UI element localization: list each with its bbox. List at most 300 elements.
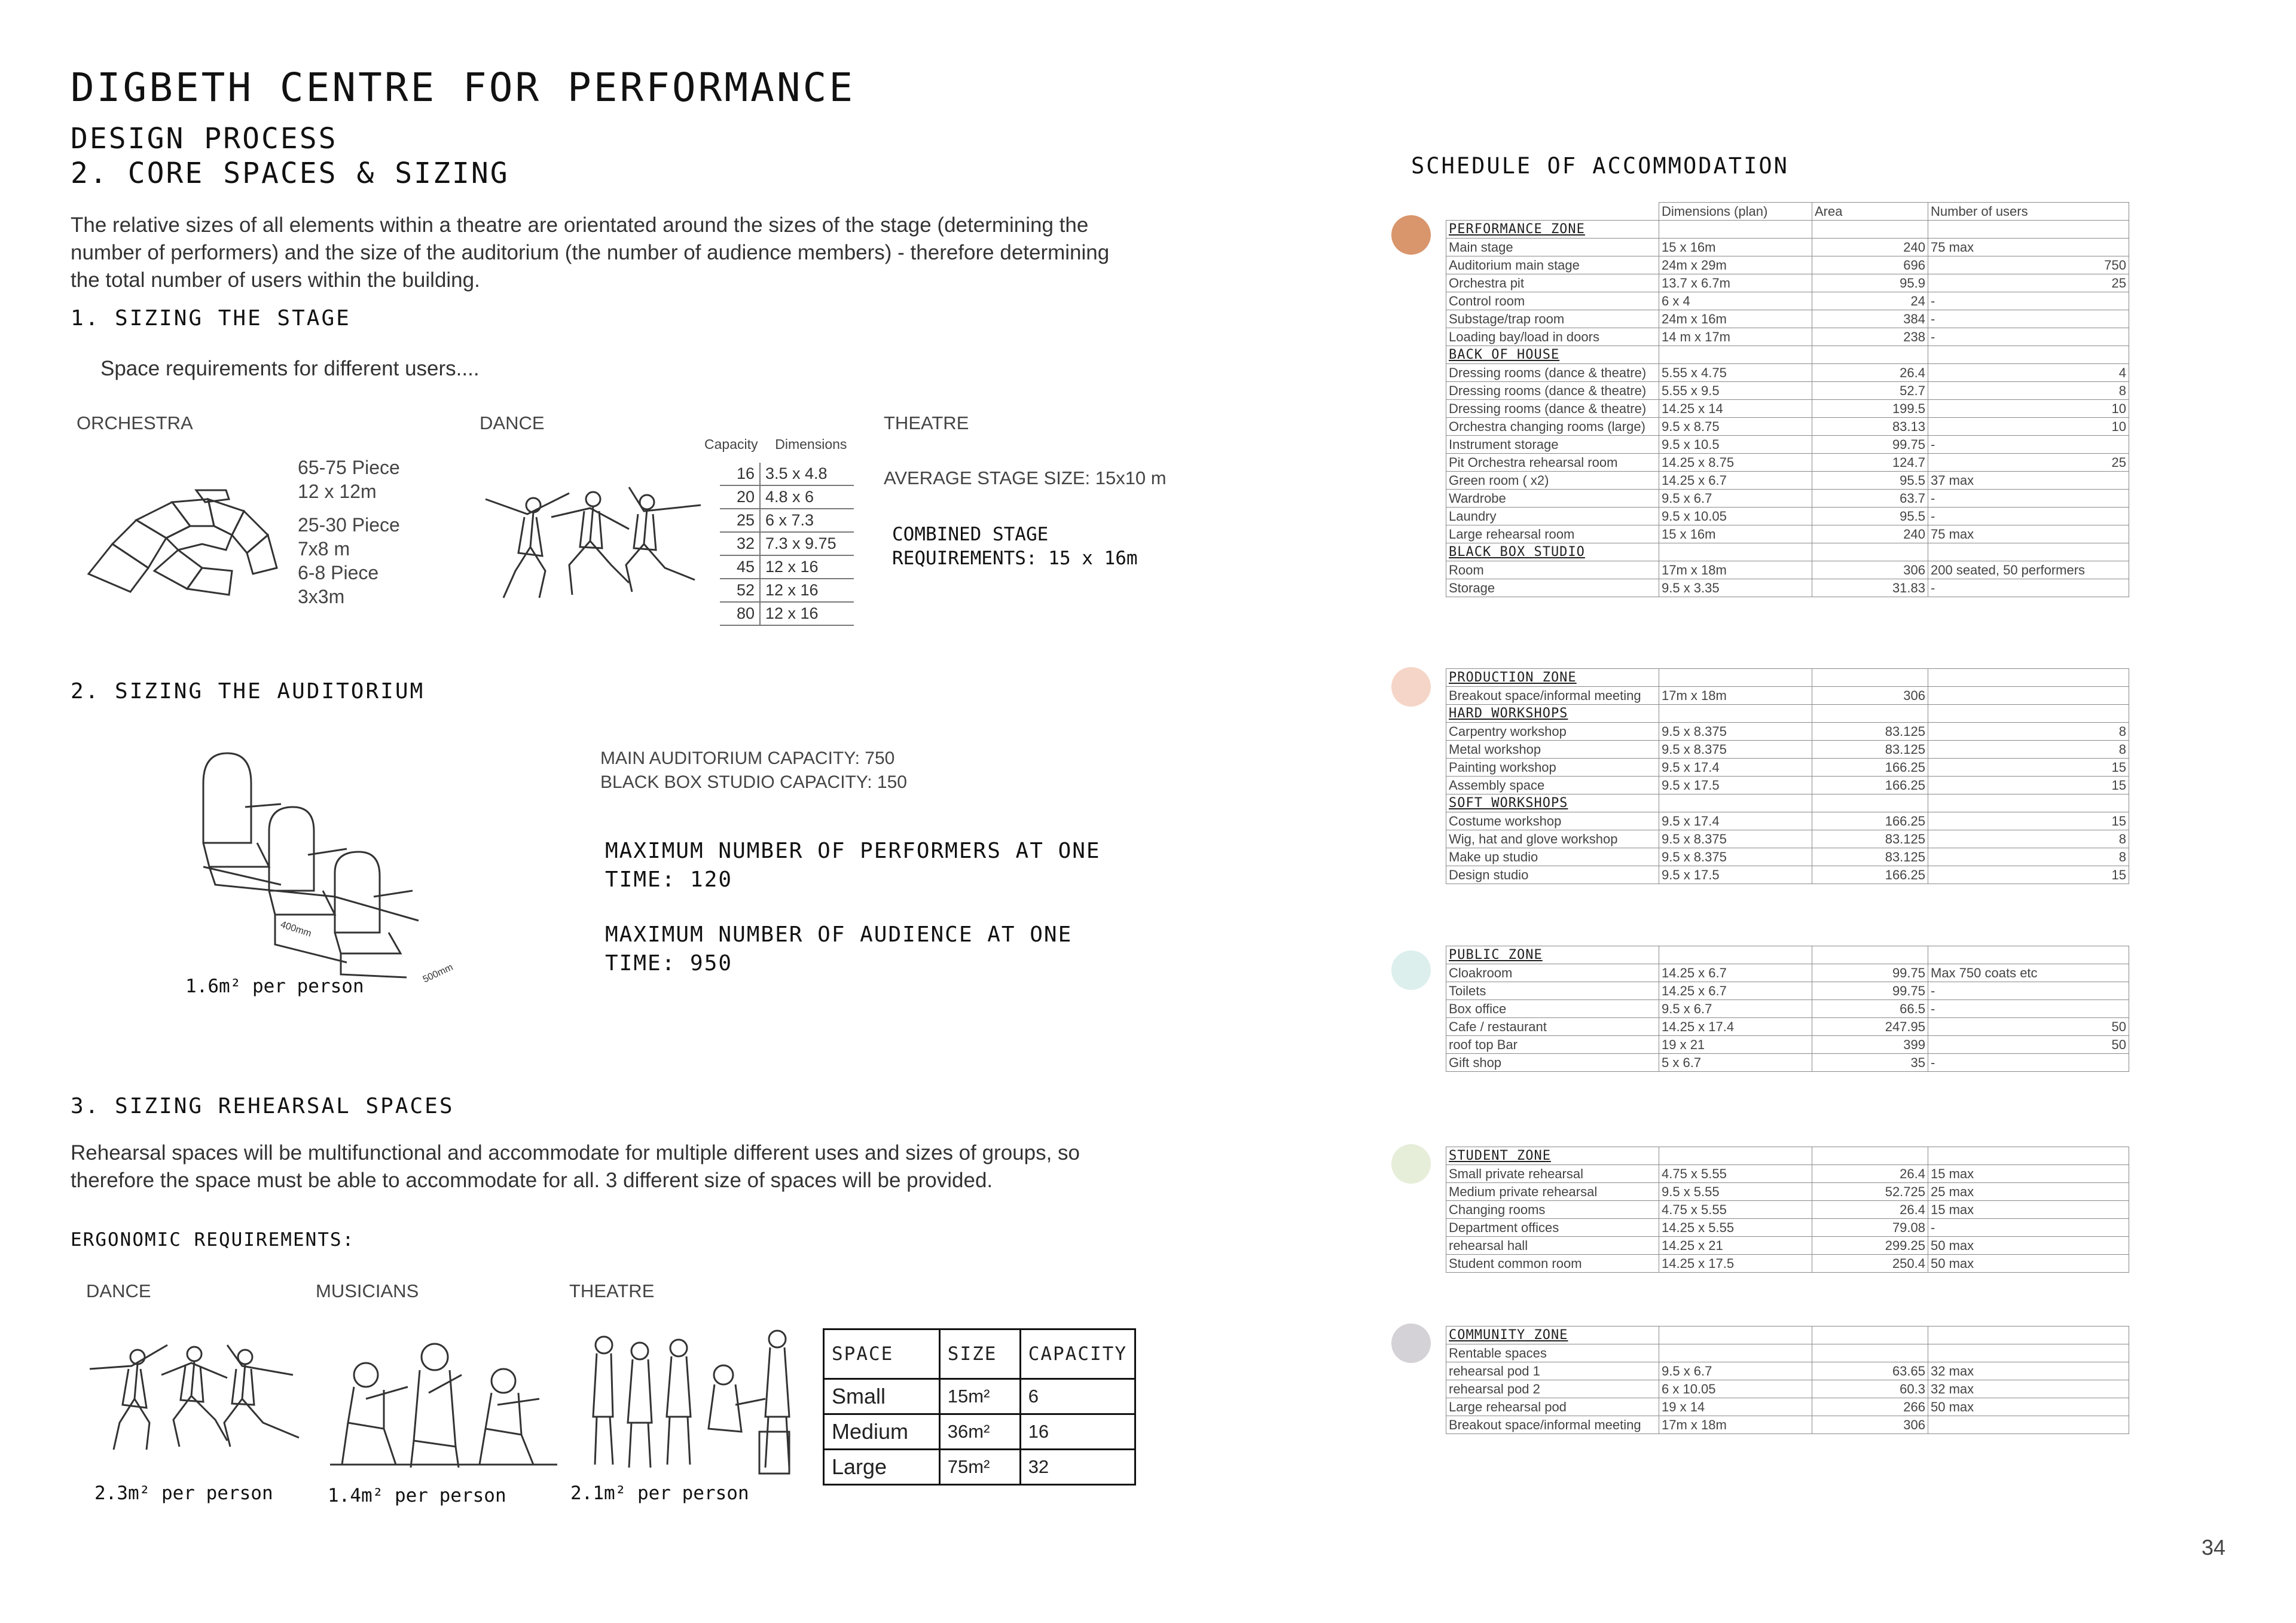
room-name-cell: Orchestra pit	[1446, 274, 1659, 292]
combined-line-2: REQUIREMENTS: 15 x 16m	[892, 548, 1138, 569]
room-name-cell: Laundry	[1446, 508, 1659, 525]
table-row	[1446, 1398, 2129, 1416]
table-row	[1446, 1165, 2129, 1183]
area-cell: 83.13	[1812, 418, 1928, 436]
area-cell: 31.83	[1812, 579, 1928, 597]
dimensions-cell	[1659, 705, 1812, 723]
header-empty	[1446, 203, 1659, 221]
zone-heading-row	[1446, 543, 2129, 561]
room-name-cell: Main stage	[1446, 239, 1659, 256]
area-cell	[1812, 1344, 1928, 1362]
table-row	[1446, 1219, 2129, 1237]
table-row	[1446, 1237, 2129, 1255]
area-cell	[1812, 1147, 1928, 1165]
dimensions-cell: 9.5 x 8.375	[1659, 848, 1812, 866]
page-number: 34	[2202, 1535, 2226, 1560]
area-cell: 60.3	[1812, 1380, 1928, 1398]
zone-heading-row	[1446, 794, 2129, 812]
area-cell: 83.125	[1812, 848, 1928, 866]
auditorium-heading: 2. SIZING THE AUDITORIUM	[71, 679, 425, 704]
capacity-cell: 25	[720, 509, 760, 532]
dimensions-cell: 24m x 29m	[1659, 256, 1812, 274]
room-name-cell: Assembly space	[1446, 777, 1659, 794]
users-cell: -	[1928, 508, 2129, 525]
users-cell	[1928, 346, 2129, 364]
users-cell: 37 max	[1928, 472, 2129, 490]
users-cell: 750	[1928, 256, 2129, 274]
room-name-cell: Toilets	[1446, 982, 1659, 1000]
capacity-cell: 32	[720, 532, 760, 555]
users-cell: 15 max	[1928, 1201, 2129, 1219]
area-cell: 66.5	[1812, 1000, 1928, 1018]
table-row	[1446, 1000, 2129, 1018]
table-row	[720, 602, 854, 625]
users-cell	[1928, 221, 2129, 239]
dimensions-cell: 12 x 16	[760, 555, 854, 579]
seats-illustration	[191, 747, 466, 986]
dimensions-cell: 14.25 x 17.5	[1659, 1255, 1812, 1273]
dimensions-cell	[1659, 946, 1812, 964]
schedule-public	[1446, 946, 2129, 1072]
users-cell: 50 max	[1928, 1237, 2129, 1255]
main-auditorium-capacity: MAIN AUDITORIUM CAPACITY: 750	[600, 748, 895, 768]
table-row	[720, 579, 854, 602]
performance-table	[1446, 202, 2129, 597]
subtitle-core-spaces: 2. CORE SPACES & SIZING	[71, 157, 509, 190]
ergo-dance-label: DANCE	[86, 1280, 151, 1301]
area-cell: 99.75	[1812, 436, 1928, 454]
room-name-cell: Medium private rehearsal	[1446, 1183, 1659, 1201]
area-cell	[1812, 946, 1928, 964]
users-cell: 10	[1928, 418, 2129, 436]
area-cell: 299.25	[1812, 1237, 1928, 1255]
col-dimensions: Dimensions	[775, 436, 847, 452]
max-performers-line-1: MAXIMUM NUMBER OF PERFORMERS AT ONE	[605, 839, 1101, 863]
table-row	[1446, 830, 2129, 848]
table-row	[1446, 364, 2129, 382]
dimensions-cell: 9.5 x 6.7	[1659, 490, 1812, 508]
room-name-cell: Breakout space/informal meeting	[1446, 1416, 1659, 1434]
orchestra-sizes	[298, 456, 400, 609]
capacity-cell: 6	[1020, 1379, 1135, 1414]
room-name-cell: Wig, hat and glove workshop	[1446, 830, 1659, 848]
space-cell: Medium	[824, 1414, 940, 1450]
orchestra-illustration	[77, 466, 280, 604]
dimensions-cell: 9.5 x 10.05	[1659, 508, 1812, 525]
rehearsal-paragraph: Rehearsal spaces will be multifunctional and accommodate for multiple different uses and sizes of groups, so therefore the space must be able to accommodate for all. 3 different size of spaces will be provided.	[71, 1141, 1080, 1192]
schedule-performance	[1446, 202, 2129, 597]
users-cell: 15	[1928, 866, 2129, 884]
area-cell: 35	[1812, 1054, 1928, 1072]
users-cell: 8	[1928, 848, 2129, 866]
table-row	[1446, 525, 2129, 543]
users-cell: 25	[1928, 454, 2129, 472]
table-row	[824, 1379, 1135, 1414]
ergo-theatre-label: THEATRE	[569, 1280, 655, 1301]
dimensions-cell: 13.7 x 6.7m	[1659, 274, 1812, 292]
table-row	[1446, 328, 2129, 346]
room-name-cell: rehearsal hall	[1446, 1237, 1659, 1255]
room-name-cell: Small private rehearsal	[1446, 1165, 1659, 1183]
users-cell	[1928, 687, 2129, 705]
area-cell: 166.25	[1812, 812, 1928, 830]
dimensions-cell: 9.5 x 6.7	[1659, 1000, 1812, 1018]
subtitle-design-process: DESIGN PROCESS	[71, 122, 338, 155]
room-name-cell: Large rehearsal pod	[1446, 1398, 1659, 1416]
area-cell: 240	[1812, 239, 1928, 256]
room-name-cell: PUBLIC ZONE	[1446, 946, 1659, 964]
orchestra-line-2: 12 x 12m	[298, 481, 377, 502]
max-performers	[605, 837, 1101, 894]
table-row	[1446, 508, 2129, 525]
table-row	[1446, 274, 2129, 292]
users-cell	[1928, 1344, 2129, 1362]
dimensions-cell: 9.5 x 17.4	[1659, 812, 1812, 830]
dimensions-cell	[1659, 669, 1812, 687]
room-name-cell: PERFORMANCE ZONE	[1446, 221, 1659, 239]
dance-label: DANCE	[480, 412, 545, 433]
dimensions-cell: 7.3 x 9.75	[760, 532, 854, 555]
table-row	[1446, 687, 2129, 705]
dimensions-cell: 4.8 x 6	[760, 485, 854, 509]
dimensions-cell: 14 m x 17m	[1659, 328, 1812, 346]
stage-heading: 1. SIZING THE STAGE	[71, 306, 351, 331]
rehearsal-spaces-table	[823, 1328, 1136, 1486]
users-cell: 15	[1928, 812, 2129, 830]
room-name-cell: Rentable spaces	[1446, 1344, 1659, 1362]
table-row	[1446, 723, 2129, 741]
area-cell: 247.95	[1812, 1018, 1928, 1036]
users-cell: -	[1928, 310, 2129, 328]
dimensions-cell: 6 x 7.3	[760, 509, 854, 532]
dance-capacity-table	[720, 463, 854, 626]
dimensions-cell: 15 x 16m	[1659, 525, 1812, 543]
dance-table-header	[704, 436, 847, 453]
users-cell	[1928, 794, 2129, 812]
dimensions-cell: 17m x 18m	[1659, 561, 1812, 579]
users-cell	[1928, 669, 2129, 687]
users-cell: 50	[1928, 1018, 2129, 1036]
dimensions-cell: 24m x 16m	[1659, 310, 1812, 328]
capacity-cell: 80	[720, 602, 760, 625]
room-name-cell: Breakout space/informal meeting	[1446, 687, 1659, 705]
schedule-community	[1446, 1326, 2129, 1434]
users-cell: 10	[1928, 400, 2129, 418]
community-table	[1446, 1326, 2129, 1434]
rehearsal-heading: 3. SIZING REHEARSAL SPACES	[71, 1094, 454, 1118]
table-row	[1446, 982, 2129, 1000]
room-name-cell: rehearsal pod 2	[1446, 1380, 1659, 1398]
area-cell: 399	[1812, 1036, 1928, 1054]
dimensions-cell	[1659, 543, 1812, 561]
orchestra-line-5: 6-8 Piece	[298, 562, 379, 583]
size-cell: 15m²	[939, 1379, 1020, 1414]
room-name-cell: Dressing rooms (dance & theatre)	[1446, 400, 1659, 418]
zone-heading-row	[1446, 1147, 2129, 1165]
header-dimensions: Dimensions (plan)	[1659, 203, 1812, 221]
users-cell: 32 max	[1928, 1362, 2129, 1380]
table-row	[1446, 1416, 2129, 1434]
zone-heading-row	[1446, 1326, 2129, 1344]
area-cell: 124.7	[1812, 454, 1928, 472]
users-cell: 8	[1928, 830, 2129, 848]
capacity-cell: 20	[720, 485, 760, 509]
room-name-cell: Gift shop	[1446, 1054, 1659, 1072]
orchestra-label: ORCHESTRA	[77, 412, 193, 433]
dimensions-cell: 14.25 x 6.7	[1659, 472, 1812, 490]
users-cell	[1928, 705, 2129, 723]
table-row	[1446, 454, 2129, 472]
theatre-label: THEATRE	[884, 412, 969, 433]
production-zone-dot	[1391, 667, 1431, 707]
area-cell: 26.4	[1812, 364, 1928, 382]
table-row	[1446, 256, 2129, 274]
ergo-theatre-illustration	[586, 1327, 801, 1477]
dimensions-cell: 9.5 x 5.55	[1659, 1183, 1812, 1201]
dimensions-cell: 14.25 x 6.7	[1659, 964, 1812, 982]
dimensions-cell: 9.5 x 6.7	[1659, 1362, 1812, 1380]
ergo-musicians-illustration	[330, 1333, 557, 1471]
rehearsal-table-header	[824, 1329, 1135, 1379]
table-row	[1446, 1201, 2129, 1219]
users-cell	[1928, 543, 2129, 561]
schedule-header-row	[1446, 203, 2129, 221]
room-name-cell: COMMUNITY ZONE	[1446, 1326, 1659, 1344]
orchestra-line-6: 3x3m	[298, 586, 345, 607]
users-cell: -	[1928, 328, 2129, 346]
room-name-cell: Metal workshop	[1446, 741, 1659, 759]
schedule-production	[1446, 668, 2129, 884]
dimensions-cell: 4.75 x 5.55	[1659, 1201, 1812, 1219]
users-cell: -	[1928, 1054, 2129, 1072]
col-capacity: Capacity	[704, 436, 758, 452]
table-row	[1446, 579, 2129, 597]
table-row	[1446, 1362, 2129, 1380]
ergonomic-heading: ERGONOMIC REQUIREMENTS:	[71, 1229, 355, 1251]
space-cell: Small	[824, 1379, 940, 1414]
room-name-cell: Control room	[1446, 292, 1659, 310]
room-name-cell: Department offices	[1446, 1219, 1659, 1237]
table-row	[1446, 1054, 2129, 1072]
users-cell	[1928, 1147, 2129, 1165]
dimensions-cell: 14.25 x 5.55	[1659, 1219, 1812, 1237]
room-name-cell: Student common room	[1446, 1255, 1659, 1273]
dimensions-cell: 12 x 16	[760, 602, 854, 625]
zone-heading-row	[1446, 669, 2129, 687]
table-row	[1446, 812, 2129, 830]
area-cell: 52.725	[1812, 1183, 1928, 1201]
intro-paragraph: The relative sizes of all elements within a theatre are orientated around the sizes of the stage (determining the number of performers) and the size of the auditorium (the number of audience members) - therefore determining the total number of users within the building.	[71, 213, 1110, 292]
room-name-cell: Room	[1446, 561, 1659, 579]
area-cell	[1812, 221, 1928, 239]
dimensions-cell	[1659, 1344, 1812, 1362]
users-cell: -	[1928, 579, 2129, 597]
auditorium-per-person: 1.6m² per person	[185, 976, 364, 997]
page-title: DIGBETH CENTRE FOR PERFORMANCE	[71, 65, 856, 111]
zone-heading-row	[1446, 221, 2129, 239]
max-performers-line-2: TIME: 120	[605, 867, 733, 892]
zone-heading-row	[1446, 346, 2129, 364]
header-capacity: CAPACITY	[1020, 1329, 1135, 1379]
area-cell	[1812, 1326, 1928, 1344]
room-name-cell: Design studio	[1446, 866, 1659, 884]
users-cell: 15	[1928, 759, 2129, 777]
table-row	[1446, 436, 2129, 454]
room-name-cell: Wardrobe	[1446, 490, 1659, 508]
table-row	[1446, 310, 2129, 328]
room-name-cell: Orchestra changing rooms (large)	[1446, 418, 1659, 436]
area-cell: 166.25	[1812, 759, 1928, 777]
table-row	[1446, 490, 2129, 508]
table-row	[1446, 418, 2129, 436]
users-cell: 15 max	[1928, 1165, 2129, 1183]
users-cell: 32 max	[1928, 1380, 2129, 1398]
max-audience	[605, 921, 1072, 978]
room-name-cell: Auditorium main stage	[1446, 256, 1659, 274]
users-cell: 8	[1928, 741, 2129, 759]
users-cell: 75 max	[1928, 239, 2129, 256]
table-row	[1446, 1018, 2129, 1036]
room-name-cell: Changing rooms	[1446, 1201, 1659, 1219]
users-cell: -	[1928, 490, 2129, 508]
room-name-cell: Instrument storage	[1446, 436, 1659, 454]
area-cell: 306	[1812, 561, 1928, 579]
dimensions-cell	[1659, 1147, 1812, 1165]
dimensions-cell	[1659, 221, 1812, 239]
area-cell: 26.4	[1812, 1201, 1928, 1219]
room-name-cell: Make up studio	[1446, 848, 1659, 866]
room-name-cell: Carpentry workshop	[1446, 723, 1659, 741]
table-row	[1446, 1183, 2129, 1201]
dimensions-cell: 9.5 x 8.375	[1659, 830, 1812, 848]
room-name-cell: Costume workshop	[1446, 812, 1659, 830]
area-cell	[1812, 794, 1928, 812]
area-cell: 250.4	[1812, 1255, 1928, 1273]
dimensions-cell: 17m x 18m	[1659, 687, 1812, 705]
area-cell	[1812, 705, 1928, 723]
dimensions-cell: 9.5 x 17.5	[1659, 777, 1812, 794]
orchestra-line-1: 65-75 Piece	[298, 457, 400, 478]
users-cell: 8	[1928, 723, 2129, 741]
area-cell: 24	[1812, 292, 1928, 310]
dimensions-cell: 9.5 x 10.5	[1659, 436, 1812, 454]
ergo-musicians-per-person: 1.4m² per person	[328, 1485, 506, 1506]
area-cell: 99.75	[1812, 982, 1928, 1000]
users-cell: 8	[1928, 382, 2129, 400]
users-cell: -	[1928, 292, 2129, 310]
dimensions-cell: 14.25 x 14	[1659, 400, 1812, 418]
room-name-cell: Dressing rooms (dance & theatre)	[1446, 382, 1659, 400]
room-name-cell: Painting workshop	[1446, 759, 1659, 777]
size-cell: 36m²	[939, 1414, 1020, 1450]
table-row	[1446, 1036, 2129, 1054]
users-cell: 15	[1928, 777, 2129, 794]
dimensions-cell: 6 x 4	[1659, 292, 1812, 310]
room-name-cell: Cafe / restaurant	[1446, 1018, 1659, 1036]
users-cell: 200 seated, 50 performers	[1928, 561, 2129, 579]
ergo-theatre-per-person: 2.1m² per person	[570, 1483, 749, 1504]
schedule-student	[1446, 1147, 2129, 1273]
table-row	[1446, 777, 2129, 794]
area-cell: 95.9	[1812, 274, 1928, 292]
dimensions-cell	[1659, 346, 1812, 364]
area-cell: 79.08	[1812, 1219, 1928, 1237]
area-cell: 26.4	[1812, 1165, 1928, 1183]
public-table	[1446, 946, 2129, 1072]
room-name-cell: Large rehearsal room	[1446, 525, 1659, 543]
dimensions-cell	[1659, 1326, 1812, 1344]
dimensions-cell: 14.25 x 17.4	[1659, 1018, 1812, 1036]
room-name-cell: Loading bay/load in doors	[1446, 328, 1659, 346]
users-cell: 50 max	[1928, 1255, 2129, 1273]
table-row	[824, 1414, 1135, 1450]
users-cell: 25	[1928, 274, 2129, 292]
table-row	[1446, 400, 2129, 418]
table-row	[1446, 292, 2129, 310]
dimensions-cell: 12 x 16	[760, 579, 854, 602]
room-name-cell: SOFT WORKSHOPS	[1446, 794, 1659, 812]
capacity-cell: 32	[1020, 1450, 1135, 1485]
area-cell: 63.65	[1812, 1362, 1928, 1380]
capacity-cell: 16	[720, 463, 760, 485]
area-cell: 63.7	[1812, 490, 1928, 508]
student-zone-dot	[1391, 1144, 1431, 1184]
dimensions-cell: 19 x 14	[1659, 1398, 1812, 1416]
area-cell: 83.125	[1812, 830, 1928, 848]
dimensions-cell: 9.5 x 17.4	[1659, 759, 1812, 777]
dimensions-cell: 14.25 x 8.75	[1659, 454, 1812, 472]
student-table	[1446, 1147, 2129, 1273]
area-cell: 238	[1812, 328, 1928, 346]
combined-stage-requirements	[892, 522, 1138, 570]
dimensions-cell: 9.5 x 8.375	[1659, 741, 1812, 759]
orchestra-line-3: 25-30 Piece	[298, 514, 400, 536]
table-row	[720, 509, 854, 532]
room-name-cell: Storage	[1446, 579, 1659, 597]
area-cell: 266	[1812, 1398, 1928, 1416]
room-name-cell: Dressing rooms (dance & theatre)	[1446, 364, 1659, 382]
users-cell: 25 max	[1928, 1183, 2129, 1201]
table-row	[1446, 561, 2129, 579]
max-audience-line-2: TIME: 950	[605, 951, 733, 976]
header-area: Area	[1812, 203, 1928, 221]
room-name-cell: Cloakroom	[1446, 964, 1659, 982]
room-name-cell: HARD WORKSHOPS	[1446, 705, 1659, 723]
dimensions-cell	[1659, 794, 1812, 812]
schedule-title: SCHEDULE OF ACCOMMODATION	[1411, 153, 1789, 179]
dim-400mm: 400mm	[279, 919, 313, 939]
dimensions-cell: 14.25 x 6.7	[1659, 982, 1812, 1000]
users-cell	[1928, 1326, 2129, 1344]
dimensions-cell: 9.5 x 3.35	[1659, 579, 1812, 597]
room-name-cell: Box office	[1446, 1000, 1659, 1018]
space-cell: Large	[824, 1450, 940, 1485]
combined-line-1: COMBINED STAGE	[892, 524, 1049, 545]
dimensions-cell: 9.5 x 8.375	[1659, 723, 1812, 741]
area-cell: 83.125	[1812, 741, 1928, 759]
room-name-cell: BLACK BOX STUDIO	[1446, 543, 1659, 561]
area-cell: 166.25	[1812, 777, 1928, 794]
dimensions-cell: 15 x 16m	[1659, 239, 1812, 256]
table-row	[1446, 1255, 2129, 1273]
users-cell	[1928, 946, 2129, 964]
room-name-cell: STUDENT ZONE	[1446, 1147, 1659, 1165]
zone-heading-row	[1446, 705, 2129, 723]
dimensions-cell: 9.5 x 17.5	[1659, 866, 1812, 884]
table-row	[1446, 964, 2129, 982]
dimensions-cell: 6 x 10.05	[1659, 1380, 1812, 1398]
performance-zone-dot	[1391, 215, 1431, 255]
